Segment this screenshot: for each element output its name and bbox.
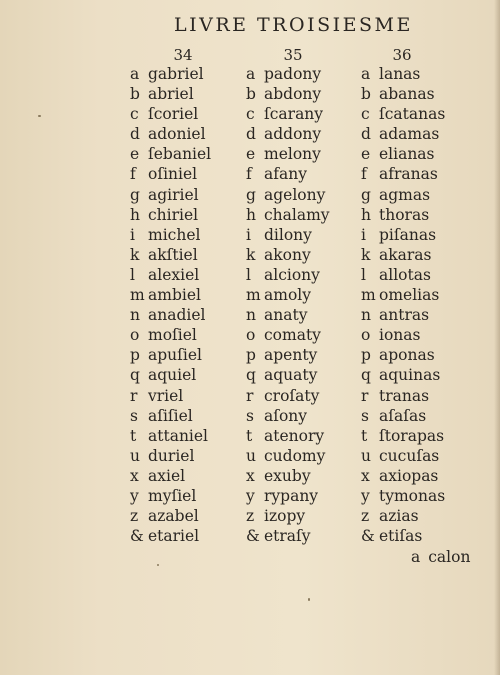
entry-letter: n [130,306,140,325]
entry-letter: & [246,527,260,546]
entry-letter: h [130,205,140,224]
entry-letter: z [246,507,255,526]
name-entry [361,64,445,84]
entry-letter: & [130,527,144,546]
name-entry [246,164,330,184]
entry-letter: d [130,125,140,144]
entry-word: abdony [264,85,322,104]
entry-letter: a [246,65,256,83]
entry-letter: p [130,346,140,365]
name-entry [130,84,211,104]
name-entry [130,406,211,426]
name-entry [246,144,330,164]
entry-letter: g [361,185,371,204]
entry-letter: x [246,466,255,485]
entry-word: aquiel [148,366,197,385]
entry-letter: h [246,205,256,224]
ink-speck [38,115,41,117]
name-entry [130,265,211,285]
name-entry [130,466,211,486]
entry-word: rypany [264,486,319,505]
entry-letter: x [361,466,370,485]
entry-letter: o [130,326,140,345]
name-entry [361,185,445,205]
entry-word: aſiſiel [148,406,193,425]
name-entry [246,526,330,546]
name-entry [130,164,211,184]
entry-word: allotas [379,265,431,284]
name-entry [130,486,211,506]
entry-letter: t [361,426,368,445]
entry-word: izopy [264,507,306,526]
name-entry [246,345,330,365]
entry-word: alciony [264,265,320,284]
entry-word: chalamy [264,205,330,224]
name-entry [246,265,330,285]
name-entry [246,245,330,265]
entry-letter: & [361,527,375,546]
entry-word: addony [264,125,322,144]
entry-word: aſony [264,406,308,425]
entry-word: vriel [148,386,184,405]
name-entry [246,365,330,385]
name-entry [361,225,445,245]
name-entry [361,325,445,345]
entry-word: myſiel [148,486,197,505]
name-entry [361,506,445,526]
name-entry [361,486,445,506]
entry-word: thoras [379,205,430,224]
name-entry [361,406,445,426]
entry-word: cucuſas [379,446,440,465]
entry-letter: d [361,125,371,144]
entry-letter: n [246,306,256,325]
entry-word: oſiniel [148,165,198,184]
entry-word: adoniel [148,125,206,144]
catchword-letter: a [411,548,421,566]
entry-word: apenty [264,346,318,365]
entry-word: anaty [264,306,308,325]
name-entry [361,526,445,546]
column-number-34: 34 [173,46,193,64]
entry-word: axiel [148,466,186,485]
running-head: LIVRE TROISIESME [174,14,413,36]
entry-letter: m [246,286,261,305]
entry-word: piſanas [379,225,437,244]
entry-word: aquinas [379,366,441,385]
entry-letter: s [130,406,138,425]
name-entry [246,124,330,144]
entry-letter: o [246,326,256,345]
column-number-36: 36 [392,46,412,64]
name-entry [246,386,330,406]
entry-letter: z [130,507,139,526]
entry-word: ſtorapas [379,426,445,445]
entry-word: michel [148,225,201,244]
entry-letter: y [130,486,139,505]
entry-letter: r [246,386,254,405]
name-entry [130,506,211,526]
entry-letter: s [361,406,369,425]
name-entry [361,164,445,184]
catchword [411,548,470,566]
name-entry [130,185,211,205]
name-entry [246,466,330,486]
entry-letter: l [130,265,135,284]
name-entry [130,124,211,144]
column-number-35: 35 [283,46,303,64]
entry-word: tymonas [379,486,446,505]
entry-letter: c [361,105,370,124]
entry-letter: l [361,265,366,284]
name-entry [246,486,330,506]
name-entry [130,386,211,406]
entry-letter: q [246,366,256,385]
entry-word: alexiel [148,265,200,284]
entry-word: ambiel [148,286,201,305]
name-column-36 [361,64,445,546]
entry-letter: m [130,286,145,305]
entry-word: dilony [264,225,312,244]
entry-letter: g [246,185,256,204]
entry-letter: c [130,105,139,124]
entry-letter: h [361,205,371,224]
entry-letter: e [361,145,371,164]
entry-letter: y [361,486,370,505]
name-entry [361,285,445,305]
name-entry [246,104,330,124]
name-entry [246,325,330,345]
name-entry [361,365,445,385]
name-entry [361,205,445,225]
entry-word: apuſiel [148,346,202,365]
name-entry [246,426,330,446]
entry-letter: q [361,366,371,385]
name-entry [361,124,445,144]
entry-word: croſaty [264,386,320,405]
entry-word: etraſy [264,527,311,546]
entry-letter: n [361,306,371,325]
entry-word: ionas [379,326,421,345]
entry-word: axiopas [379,466,439,485]
name-column-34 [130,64,211,546]
entry-word: anadiel [148,306,206,325]
entry-word: amoly [264,286,311,305]
entry-word: lanas [379,65,421,83]
entry-letter: q [130,366,140,385]
entry-word: akony [264,245,311,264]
entry-word: adamas [379,125,440,144]
name-entry [130,345,211,365]
name-entry [361,386,445,406]
name-entry [246,205,330,225]
name-entry [361,104,445,124]
name-entry [361,466,445,486]
entry-word: duriel [148,446,195,465]
name-column-35 [246,64,330,546]
name-entry [130,144,211,164]
entry-word: ſcatanas [379,105,446,124]
entry-word: attaniel [148,426,209,445]
ink-speck [157,564,159,566]
entry-word: etiſas [379,527,423,546]
entry-letter: t [246,426,253,445]
entry-letter: p [361,346,371,365]
entry-word: chiriel [148,205,199,224]
entry-word: etariel [148,527,200,546]
entry-letter: f [246,165,252,184]
name-entry [361,265,445,285]
entry-letter: a [130,65,140,83]
name-entry [130,325,211,345]
entry-letter: k [361,245,371,264]
entry-word: cudomy [264,446,326,465]
entry-letter: r [361,386,369,405]
name-entry [246,446,330,466]
name-entry [361,144,445,164]
entry-letter: i [361,225,366,244]
entry-word: abanas [379,85,435,104]
name-entry [246,225,330,245]
name-entry [361,426,445,446]
name-entry [246,84,330,104]
entry-word: azias [379,507,419,526]
name-entry [246,285,330,305]
name-entry [246,185,330,205]
entry-word: ſebaniel [148,145,212,164]
entry-word: afranas [379,165,438,184]
entry-word: aquaty [264,366,318,385]
entry-letter: f [130,165,136,184]
entry-letter: g [130,185,140,204]
entry-word: omelias [379,286,440,305]
entry-word: akaras [379,245,432,264]
entry-word: aſaſas [379,406,427,425]
entry-letter: x [130,466,139,485]
entry-letter: o [361,326,371,345]
entry-word: elianas [379,145,435,164]
entry-word: aponas [379,346,435,365]
ink-speck [308,598,310,601]
entry-word: gabriel [148,65,204,83]
entry-letter: e [130,145,140,164]
entry-word: akſtiel [148,245,198,264]
name-entry [130,225,211,245]
name-entry [246,506,330,526]
entry-word: antras [379,306,430,325]
entry-letter: b [246,85,256,104]
entry-word: agmas [379,185,431,204]
entry-letter: e [246,145,256,164]
name-entry [130,104,211,124]
entry-letter: r [130,386,138,405]
entry-word: agelony [264,185,326,204]
entry-letter: f [361,165,367,184]
entry-letter: l [246,265,251,284]
entry-word: agiriel [148,185,199,204]
name-entry [130,305,211,325]
entry-word: padony [264,65,322,83]
entry-letter: c [246,105,255,124]
name-entry [130,245,211,265]
entry-letter: y [246,486,255,505]
name-entry [361,446,445,466]
entry-letter: u [361,446,371,465]
entry-word: melony [264,145,321,164]
name-entry [361,345,445,365]
entry-letter: b [361,85,371,104]
name-entry [130,285,211,305]
entry-letter: t [130,426,137,445]
name-entry [130,446,211,466]
entry-letter: z [361,507,370,526]
entry-word: moſiel [148,326,197,345]
entry-letter: k [130,245,140,264]
name-entry [246,305,330,325]
entry-letter: k [246,245,256,264]
name-entry [130,426,211,446]
entry-word: afany [264,165,307,184]
entry-word: abriel [148,85,194,104]
name-entry [361,245,445,265]
name-entry [130,526,211,546]
name-entry [130,64,211,84]
entry-word: ſcarany [264,105,324,124]
entry-word: exuby [264,466,311,485]
entry-letter: i [130,225,135,244]
entry-letter: b [130,85,140,104]
entry-word: atenory [264,426,325,445]
entry-letter: u [246,446,256,465]
name-entry [130,205,211,225]
name-entry [361,84,445,104]
entry-letter: i [246,225,251,244]
entry-word: tranas [379,386,430,405]
entry-letter: a [361,65,371,83]
name-entry [130,365,211,385]
name-entry [361,305,445,325]
entry-letter: d [246,125,256,144]
name-entry [246,64,330,84]
entry-letter: s [246,406,254,425]
entry-letter: p [246,346,256,365]
catchword-word: calon [428,548,471,566]
entry-word: azabel [148,507,199,526]
name-entry [246,406,330,426]
entry-letter: u [130,446,140,465]
entry-word: ſcoriel [148,105,199,124]
entry-letter: m [361,286,376,305]
entry-word: comaty [264,326,321,345]
